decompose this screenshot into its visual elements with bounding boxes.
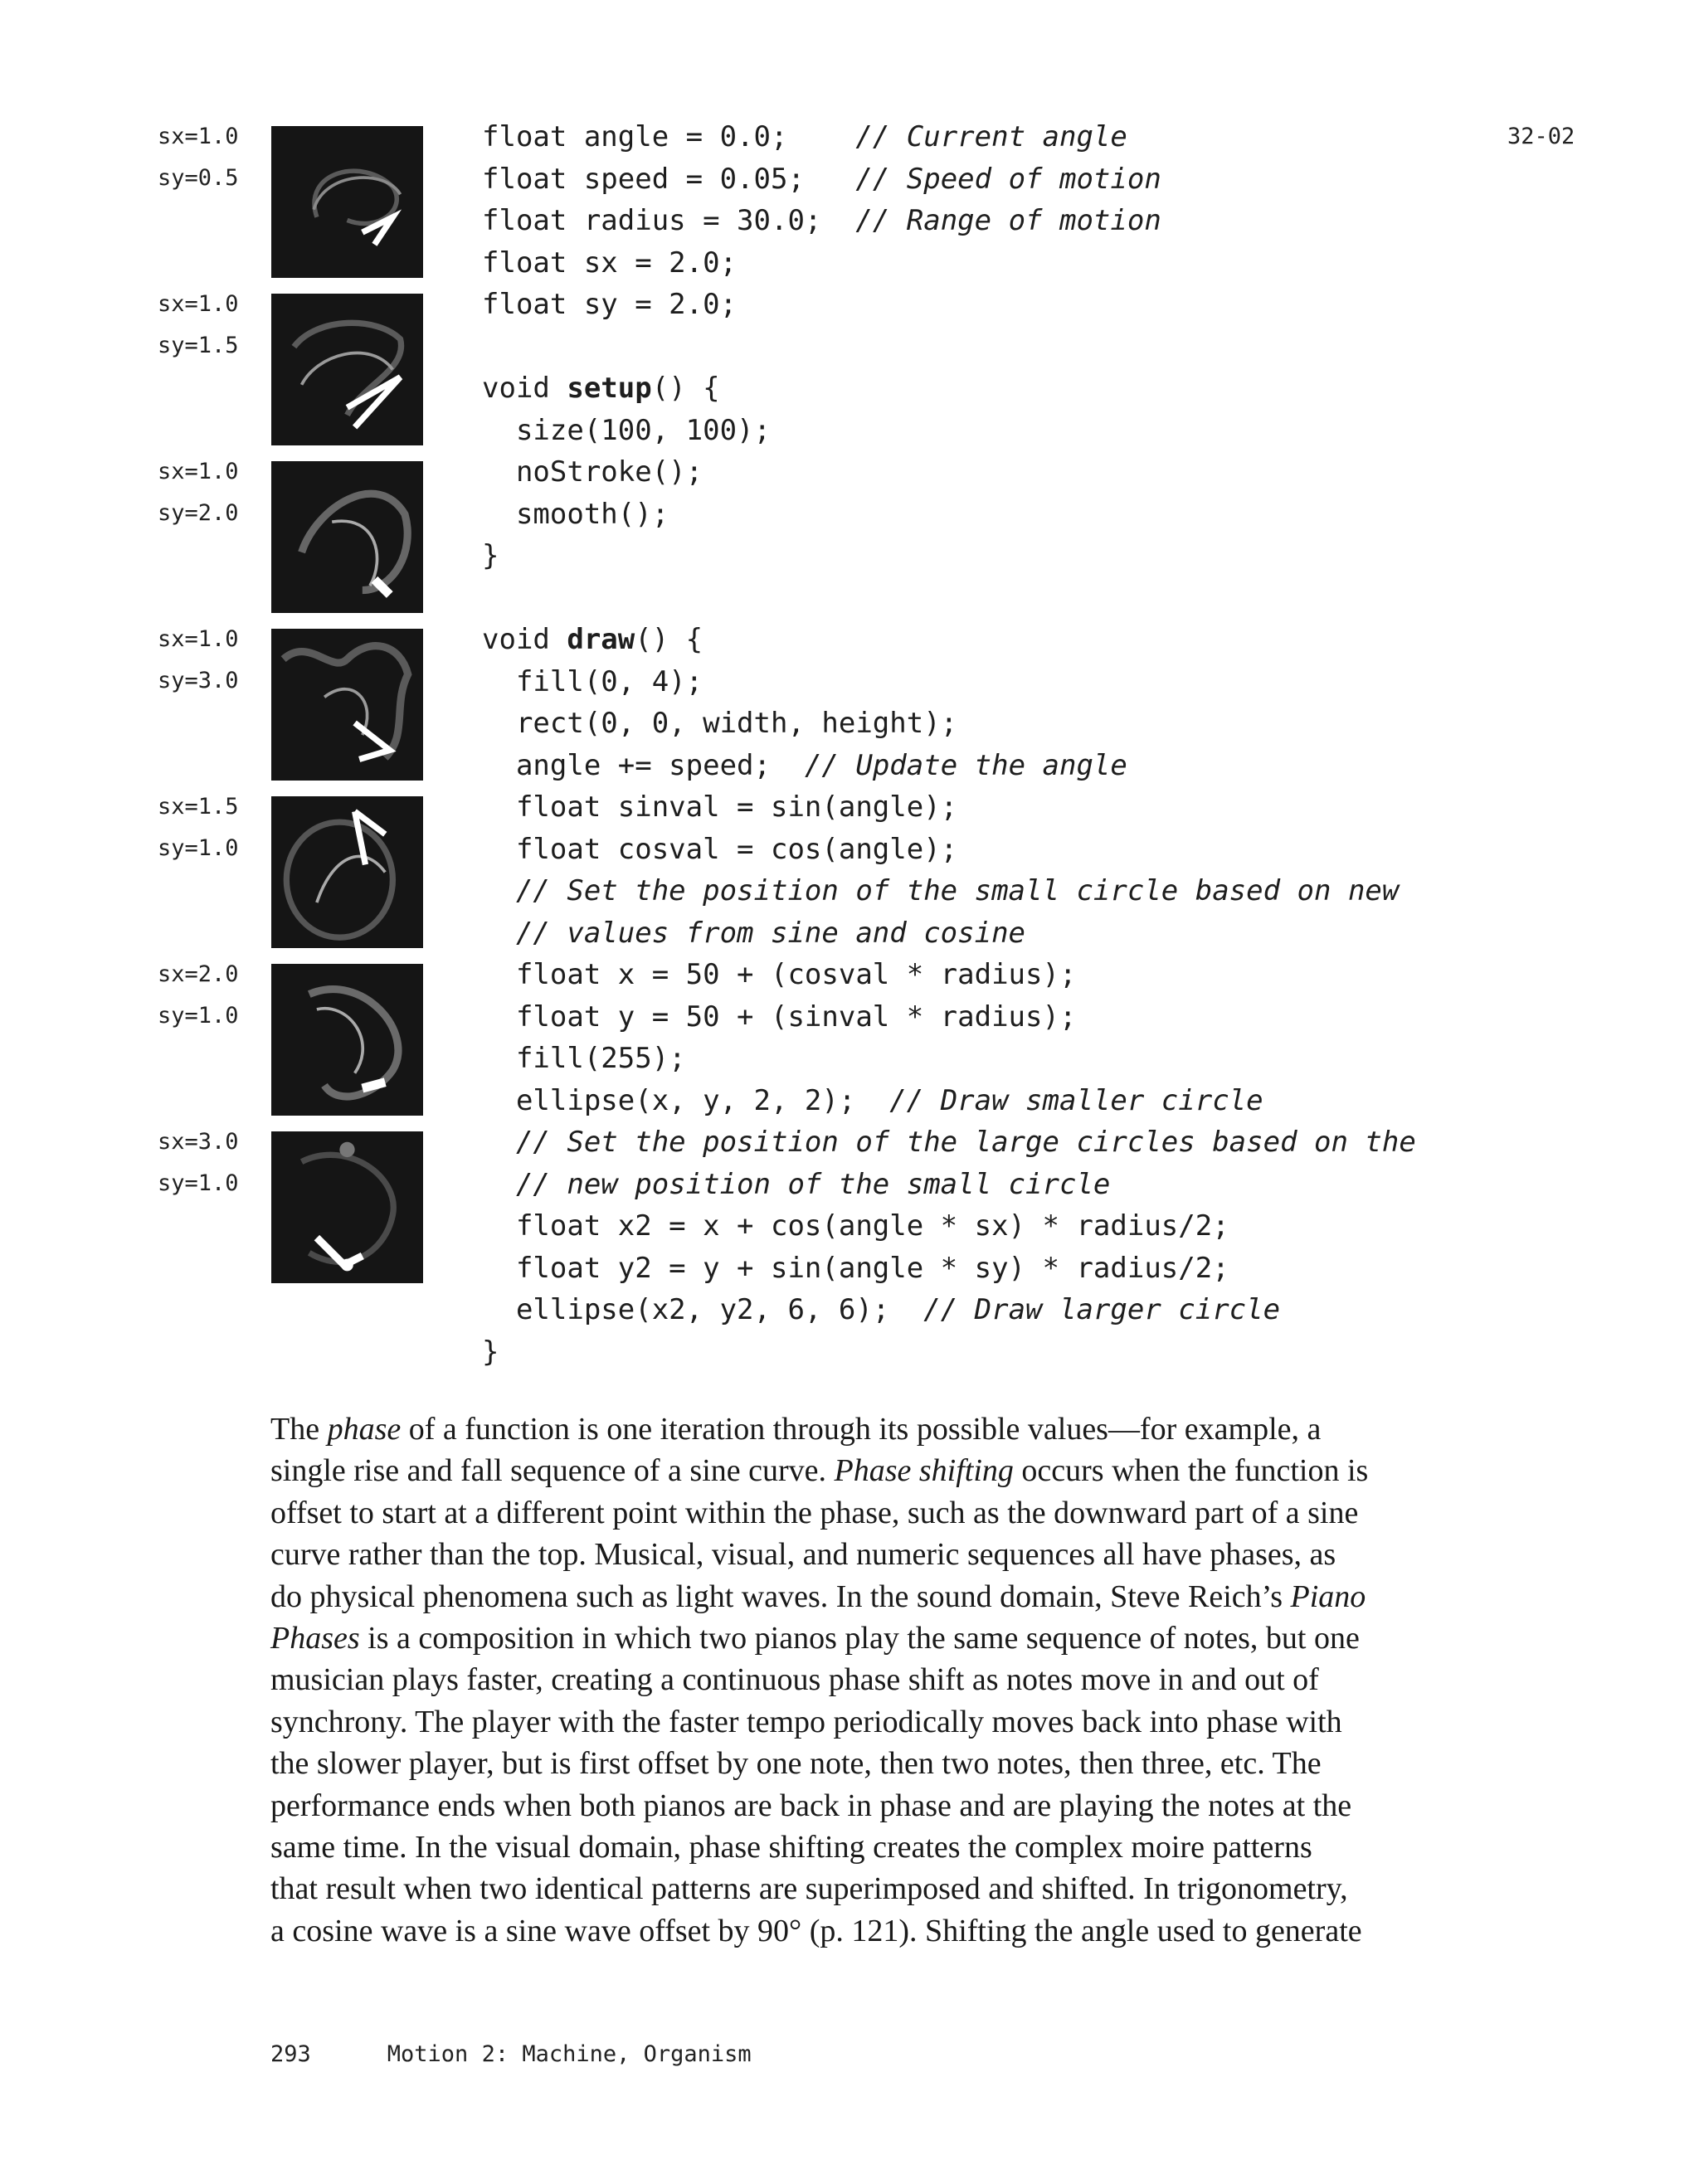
- page-number: 293: [270, 2041, 311, 2067]
- code-line: float x2 = x + cos(angle * sx) * radius/2;: [482, 1209, 1229, 1243]
- body-line: same time. In the visual domain, phase shifting creates the complex moire patterns: [270, 1829, 1312, 1865]
- code-line: noStroke();: [482, 455, 703, 489]
- code-line: float y = 50 + (sinval * radius);: [482, 1000, 1077, 1034]
- param-label-6: sx=2.0 sy=1.0: [158, 961, 239, 1029]
- param-label-3: sx=1.0 sy=2.0: [158, 459, 239, 526]
- thumbnail-5: [271, 796, 423, 948]
- body-line: the slower player, but is first offset by one note, then two notes, then three, etc. The: [270, 1746, 1322, 1782]
- code-line: fill(0, 4);: [482, 664, 703, 698]
- code-line: float sinval = sin(angle);: [482, 790, 958, 824]
- thumbnail-1: [271, 126, 423, 278]
- figure-id: 32-02: [1507, 124, 1575, 149]
- code-line: float cosval = cos(angle);: [482, 832, 958, 866]
- code-comment-line: // Set the position of the large circles based on the: [482, 1126, 1416, 1159]
- code-blank-line: [482, 326, 1477, 368]
- code-blank-line: [482, 577, 1477, 620]
- thumbnail-7: [271, 1131, 423, 1283]
- code-line: rect(0, 0, width, height);: [482, 707, 958, 740]
- code-line: void setup() {: [482, 372, 720, 405]
- thumbnail-6: [271, 964, 423, 1116]
- code-line: void draw() {: [482, 623, 703, 656]
- body-line: synchrony. The player with the faster tempo periodically moves back into phase with: [270, 1704, 1342, 1739]
- code-line: }: [482, 1335, 499, 1369]
- param-label-4: sx=1.0 sy=3.0: [158, 626, 239, 693]
- code-line: ellipse(x2, y2, 6, 6); // Draw larger circle: [482, 1293, 1281, 1326]
- body-line: performance ends when both pianos are back in phase and are playing the notes at the: [270, 1788, 1352, 1823]
- chapter-title: Motion 2: Machine, Organism: [387, 2041, 752, 2067]
- code-line: float speed = 0.05; // Speed of motion: [482, 162, 1161, 196]
- body-line: The phase of a function is one iteration through its possible values—for example, a: [270, 1412, 1322, 1447]
- body-line: curve rather than the top. Musical, visual, and numeric sequences all have phases, as: [270, 1537, 1336, 1573]
- code-line: float y2 = y + sin(angle * sy) * radius/2;: [482, 1251, 1229, 1285]
- param-label-2: sx=1.0 sy=1.5: [158, 291, 239, 358]
- code-line: float sx = 2.0;: [482, 246, 738, 280]
- code-line: smooth();: [482, 497, 669, 531]
- code-listing: [482, 116, 1477, 1373]
- body-line: do physical phenomena such as light waves. In the sound domain, Steve Reich’s Piano: [270, 1578, 1366, 1614]
- body-line: a cosine wave is a sine wave offset by 90° (p. 121). Shifting the angle used to generate: [270, 1913, 1362, 1948]
- code-comment-line: // values from sine and cosine: [482, 916, 1026, 950]
- thumbnail-3: [271, 461, 423, 613]
- code-line: float angle = 0.0; // Current angle: [482, 120, 1127, 153]
- code-line: fill(255);: [482, 1042, 686, 1075]
- param-label-5: sx=1.5 sy=1.0: [158, 794, 239, 861]
- thumbnail-2: [271, 294, 423, 445]
- code-comment-line: // new position of the small circle: [482, 1167, 1111, 1201]
- code-line: float sy = 2.0;: [482, 288, 738, 321]
- code-line: ellipse(x, y, 2, 2); // Draw smaller circle: [482, 1083, 1263, 1117]
- body-line: musician plays faster, creating a continuous phase shift as notes move in and out of: [270, 1662, 1319, 1698]
- param-label-1: sx=1.0 sy=0.5: [158, 124, 239, 191]
- thumbnail-4: [271, 629, 423, 781]
- param-label-7: sx=3.0 sy=1.0: [158, 1129, 239, 1196]
- body-line: Phases is a composition in which two pianos play the same sequence of notes, but one: [270, 1620, 1360, 1656]
- code-line: }: [482, 539, 499, 572]
- body-line: single rise and fall sequence of a sine curve. Phase shifting occurs when the function is: [270, 1453, 1369, 1489]
- code-line: size(100, 100);: [482, 413, 771, 447]
- code-comment-line: // Set the position of the small circle based on new: [482, 874, 1400, 907]
- body-line: that result when two identical patterns are superimposed and shifted. In trigonometry,: [270, 1871, 1348, 1907]
- body-line: offset to start at a different point within the phase, such as the downward part of a sine: [270, 1495, 1359, 1530]
- code-line: angle += speed; // Update the angle: [482, 748, 1127, 782]
- code-line: float x = 50 + (cosval * radius);: [482, 958, 1077, 991]
- body-paragraph: [270, 1408, 1457, 1952]
- page-footer: [270, 2038, 752, 2071]
- code-line: float radius = 30.0; // Range of motion: [482, 204, 1161, 237]
